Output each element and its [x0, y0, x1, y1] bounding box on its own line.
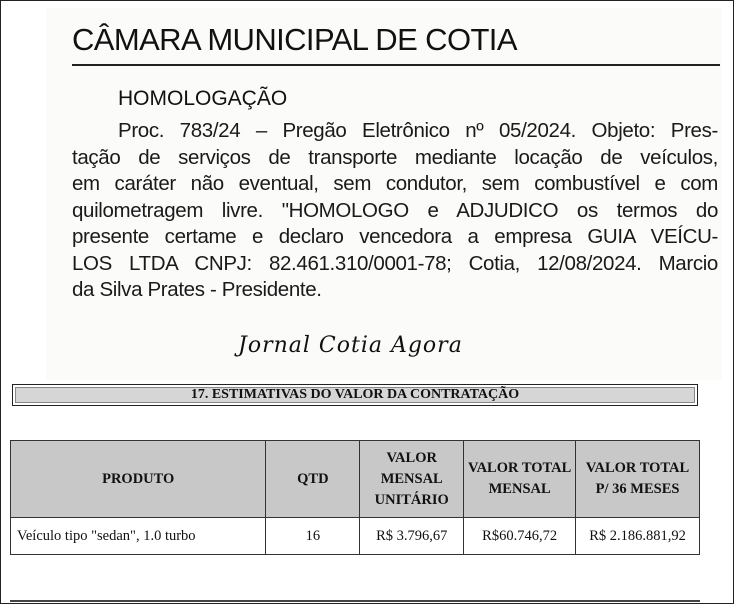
col-header-valor-total-36-meses: VALOR TOTAL P/ 36 MESES [576, 441, 700, 518]
estimates-table [10, 440, 700, 555]
notice-line: quilometragem livre. "HOMOLOGO e ADJUDICO os termos do [72, 198, 718, 222]
cell-valor-total-mensal: R$60.746,72 [464, 518, 576, 555]
notice-line: Proc. 783/24 – Pregão Eletrônico nº 05/2024. Objeto: Pres- [118, 119, 718, 142]
col-header-valor-mensal-unitario: VALOR MENSAL UNITÁRIO [360, 441, 464, 518]
col-header-produto: PRODUTO [11, 441, 266, 518]
col-header-qtd: QTD [266, 441, 360, 518]
section-header [12, 384, 698, 406]
watermark: Jornal Cotia Agora [238, 333, 463, 358]
notice-body [72, 118, 718, 304]
notice-line: tação de serviços de transporte mediante locação de veículos, [72, 145, 718, 169]
section-title: 17. ESTIMATIVAS DO VALOR DA CONTRATAÇÃO [15, 387, 695, 403]
notice-line: da Silva Prates - Presidente. [72, 278, 322, 301]
bottom-rule [10, 600, 700, 602]
notice-line: presente certame e declaro vencedora a empresa GUIA VEÍCU- [72, 225, 718, 248]
cell-qtd: 16 [266, 518, 360, 555]
col-header-valor-total-mensal: VALOR TOTAL MENSAL [464, 441, 576, 518]
cell-valor-total-36-meses: R$ 2.186.881,92 [576, 518, 700, 555]
notice-title: CÂMARA MUNICIPAL DE COTIA [72, 22, 517, 57]
table-row [11, 518, 700, 555]
cell-valor-mensal-unitario: R$ 3.796,67 [360, 518, 464, 555]
table-header-row [11, 441, 700, 518]
notice-heading: HOMOLOGAÇÃO [118, 87, 288, 110]
cell-produto: Veículo tipo "sedan", 1.0 turbo [11, 518, 266, 555]
notice-line: LOS LTDA CNPJ: 82.461.310/0001-78; Cotia, 12/08/2024. Marcio [72, 251, 718, 275]
notice-line: em caráter não eventual, sem condutor, sem combustível e com [72, 172, 718, 195]
title-rule [72, 64, 720, 66]
